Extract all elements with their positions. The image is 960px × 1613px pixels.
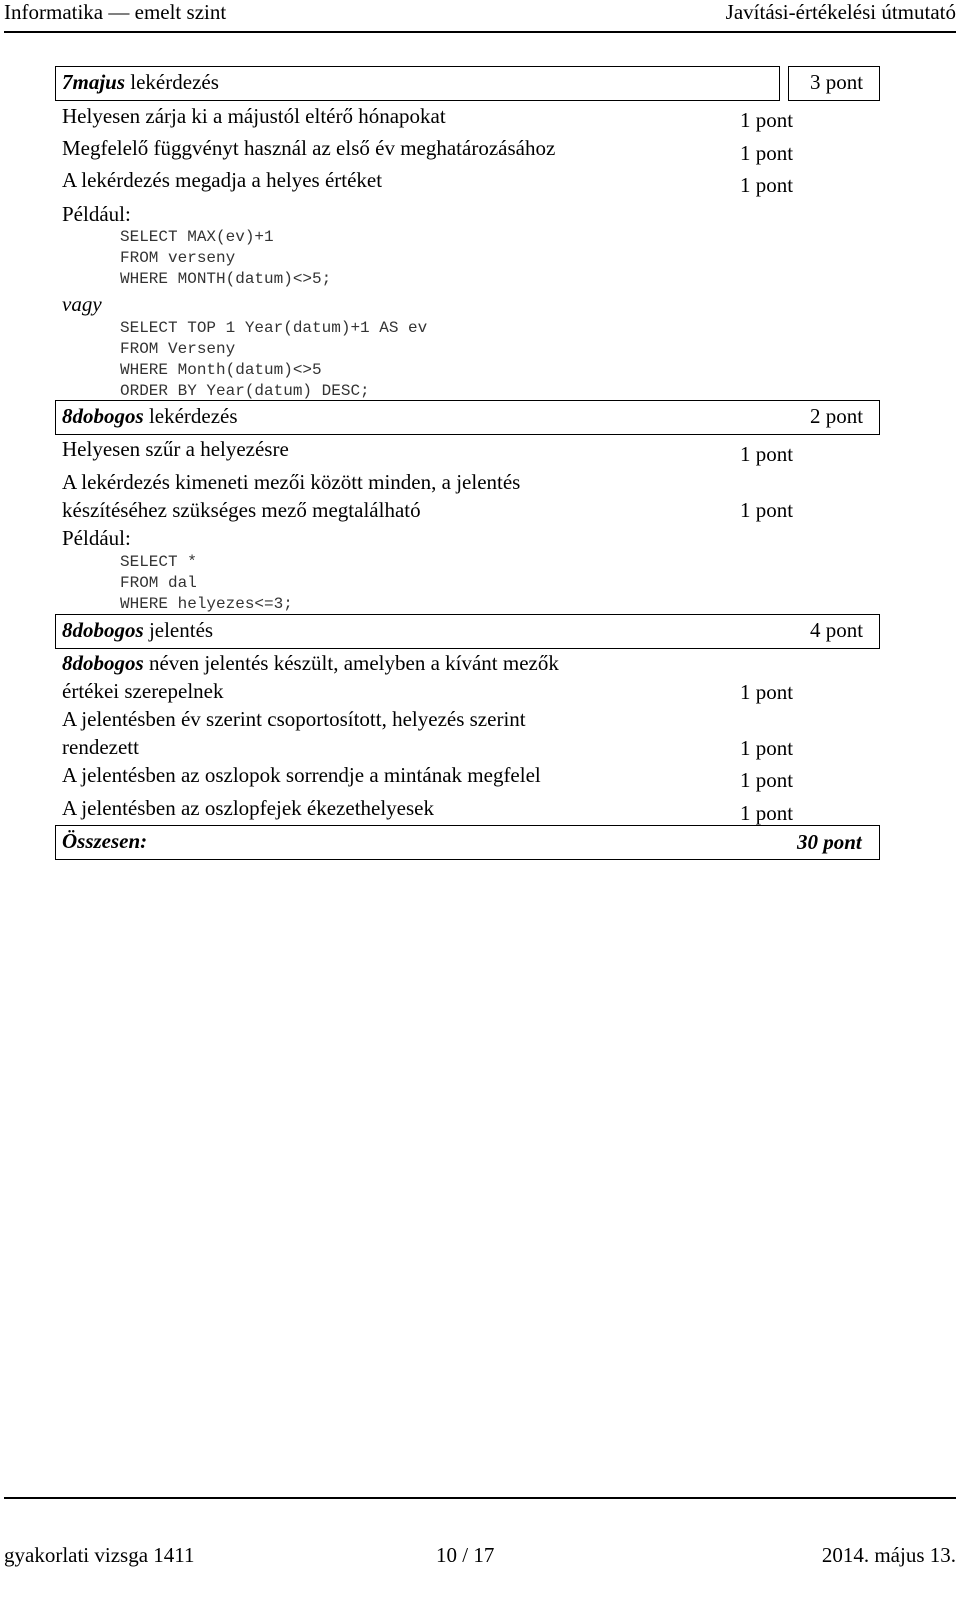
criterion-text-line2: készítéséhez szükséges mező megtalálható: [62, 498, 421, 522]
criterion-points: 1 pont: [740, 680, 794, 704]
criterion-points: 1 pont: [740, 108, 794, 132]
code-line: WHERE helyezes<=3;: [120, 595, 293, 613]
total-value: 30 pont: [797, 830, 862, 854]
footer-date: 2014. május 13.: [821, 1543, 956, 1567]
total-box: [55, 825, 880, 860]
code-line: WHERE MONTH(datum)<>5;: [120, 270, 332, 288]
section-title-rest: lekérdezés: [125, 70, 219, 94]
criterion-text-line1: [62, 651, 559, 675]
report-name: 8dobogos: [62, 651, 144, 675]
header-left: Informatika — emelt szint: [4, 0, 227, 24]
criterion-points: 1 pont: [740, 768, 794, 792]
section-title-8dobogos-query: [62, 404, 238, 428]
code-line: SELECT *: [120, 553, 197, 571]
criterion-text-line2: rendezett: [62, 735, 139, 759]
code-line: FROM dal: [120, 574, 197, 592]
code-line: SELECT TOP 1 Year(datum)+1 AS ev: [120, 319, 428, 337]
or-label: vagy: [62, 292, 102, 316]
footer-left: gyakorlati vizsga 1411: [4, 1543, 195, 1567]
code-line: FROM Verseny: [120, 340, 236, 358]
criterion-points: 1 pont: [740, 442, 794, 466]
section-title-7majus: [62, 70, 219, 94]
criterion-text: A lekérdezés megadja a helyes értéket: [62, 168, 383, 192]
criterion-text: Helyesen szűr a helyezésre: [62, 437, 289, 461]
page-number: 10 / 17: [436, 1543, 495, 1567]
criterion-points: 1 pont: [740, 173, 794, 197]
header-rule: [4, 31, 956, 33]
section-total-8dobogos-report: 4 pont: [810, 618, 864, 642]
code-line: WHERE Month(datum)<>5: [120, 361, 322, 379]
section-title-8dobogos-report: [62, 618, 213, 642]
header-right: Javítási-értékelési útmutató: [725, 0, 956, 24]
criterion-points: 1 pont: [740, 736, 794, 760]
criterion-text: A jelentésben az oszlopok sorrendje a mintának megfelel: [62, 763, 541, 787]
criterion-text-line2: értékei szerepelnek: [62, 679, 224, 703]
total-label: Összesen:: [62, 829, 148, 853]
criterion-points: 1 pont: [740, 141, 794, 165]
criterion-text-line1: A lekérdezés kimeneti mezői között minden, a jelentés: [62, 470, 521, 494]
criterion-points: 1 pont: [740, 498, 794, 522]
section-title-name: 8dobogos: [62, 404, 144, 428]
section-title-name: 8dobogos: [62, 618, 144, 642]
example-label: Például:: [62, 202, 131, 226]
section-title-rest: jelentés: [143, 618, 214, 642]
code-line: SELECT MAX(ev)+1: [120, 228, 274, 246]
criterion-text-line1: A jelentésben év szerint csoportosított, helyezés szerint: [62, 707, 526, 731]
section-title-name: 7majus: [62, 70, 126, 94]
criterion-text: A jelentésben az oszlopfejek ékezethelyesek: [62, 796, 434, 820]
criterion-text: Megfelelő függvényt használ az első év meghatározásához: [62, 136, 556, 160]
code-line: ORDER BY Year(datum) DESC;: [120, 382, 370, 400]
criterion-text: Helyesen zárja ki a májustól eltérő hónapokat: [62, 104, 446, 128]
criterion-text-rest: néven jelentés készült, amelyben a kívánt mezők: [143, 651, 559, 675]
section-total-7majus: 3 pont: [810, 70, 864, 94]
footer-rule: [4, 1497, 956, 1499]
criterion-points: 1 pont: [740, 801, 794, 825]
section-total-8dobogos-query: 2 pont: [810, 404, 864, 428]
section-title-rest: lekérdezés: [143, 404, 238, 428]
example-label: Például:: [62, 526, 131, 550]
code-line: FROM verseny: [120, 249, 236, 267]
